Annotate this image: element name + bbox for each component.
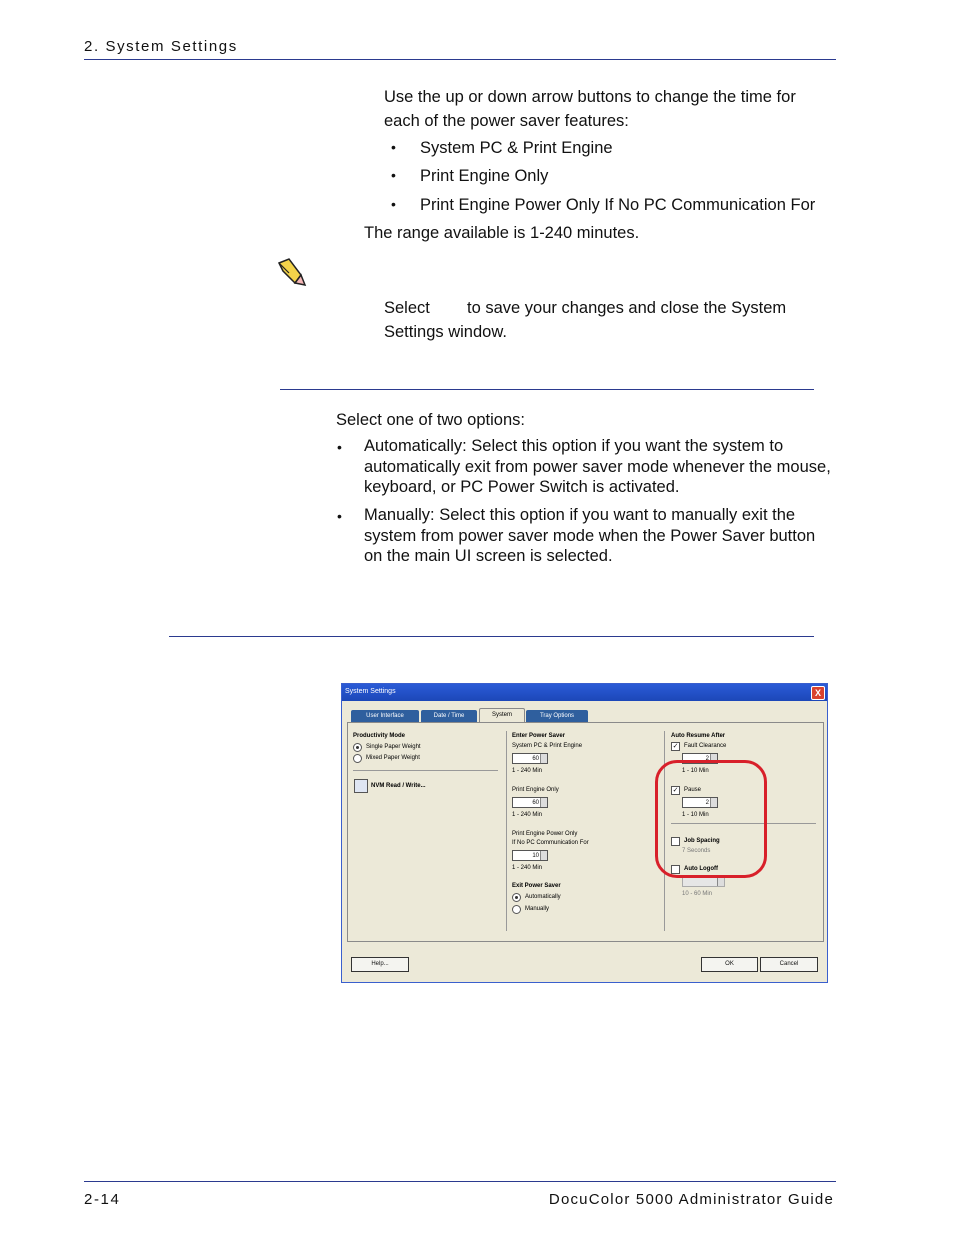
no-pc-communication-label: If No PC Communication For	[512, 840, 589, 846]
bullet-item: System PC & Print Engine	[420, 139, 613, 157]
footer-rule	[84, 1181, 836, 1182]
dialog-title: System Settings	[345, 688, 396, 695]
no-pc-communication-stepper[interactable]: 10	[512, 850, 548, 861]
bullet-marker: •	[391, 196, 396, 212]
header-rule	[84, 59, 836, 60]
exit-power-saver-heading: Exit Power Saver	[512, 883, 561, 889]
tab-tray-options[interactable]: Tray Options	[526, 710, 588, 722]
single-paper-weight-label: Single Paper Weight	[366, 744, 421, 750]
print-engine-only-range: 1 - 240 Min	[512, 812, 543, 818]
print-engine-only-label: Print Engine Only	[512, 787, 559, 793]
exit-manually-radio[interactable]	[512, 905, 521, 914]
section-rule	[169, 636, 814, 637]
close-button[interactable]: X	[811, 686, 825, 700]
print-engine-power-only-label: Print Engine Power Only	[512, 831, 578, 837]
tab-user-interface[interactable]: User Interface	[351, 710, 419, 722]
exit-manually-label: Manually	[525, 906, 550, 912]
fault-clearance-range: 1 - 10 Min	[682, 768, 709, 774]
section-rule	[280, 389, 814, 390]
bullet-item: Print Engine Power Only If No PC Communication For	[420, 196, 816, 214]
no-pc-communication-range: 1 - 240 Min	[512, 865, 543, 871]
select-rest: to save your changes and close the System	[467, 299, 787, 317]
divider	[506, 731, 507, 931]
mixed-paper-weight-radio[interactable]	[353, 754, 362, 763]
bullet-marker: •	[337, 508, 342, 524]
highlight-circle	[655, 760, 767, 878]
system-pc-engine-label: System PC & Print Engine	[512, 743, 583, 749]
range-note: The range available is 1-240 minutes.	[364, 224, 640, 242]
bullet-marker: •	[391, 167, 396, 183]
help-button[interactable]: Help...	[351, 957, 409, 972]
section-title: 2. System Settings	[84, 38, 238, 55]
ok-button[interactable]: OK	[701, 957, 758, 972]
enter-power-saver-heading: Enter Power Saver	[512, 733, 566, 739]
pause-stepper[interactable]: 2	[682, 797, 718, 808]
exit-automatically-radio[interactable]	[512, 893, 521, 902]
pause-checkbox[interactable]: ✓	[672, 787, 679, 794]
dialog-title-bar	[342, 684, 827, 701]
tab-system[interactable]: System	[479, 708, 525, 723]
bullet-marker: •	[391, 139, 396, 155]
bullet-item: Print Engine Only	[420, 167, 549, 185]
exit-automatically-label: Automatically	[525, 894, 561, 900]
auto-logoff-label: Auto Logoff	[684, 866, 718, 872]
auto-logoff-range: 10 - 60 Min	[682, 891, 713, 897]
option-manually-text: Manually: Select this option if you want to manually exit the system from power saver mode when the Power Saver button on the main UI screen is selected.	[364, 506, 816, 565]
select-rest-line2: Settings window.	[384, 323, 507, 341]
single-paper-weight-radio[interactable]	[353, 743, 362, 752]
fault-clearance-checkbox[interactable]: ✓	[672, 743, 679, 750]
options-intro: Select one of two options:	[336, 411, 525, 429]
divider	[353, 770, 498, 771]
fault-clearance-label: Fault Clearance	[684, 743, 727, 749]
job-spacing-value: 7 Seconds	[682, 848, 711, 854]
auto-resume-heading: Auto Resume After	[671, 733, 726, 739]
mixed-paper-weight-label: Mixed Paper Weight	[366, 755, 420, 761]
bullet-marker: •	[337, 439, 342, 455]
system-pc-engine-range: 1 - 240 Min	[512, 768, 543, 774]
job-spacing-label: Job Spacing	[684, 838, 720, 844]
tab-date-time[interactable]: Date / Time	[421, 710, 477, 722]
system-pc-engine-stepper[interactable]: 60	[512, 753, 548, 764]
nvm-read-write-button[interactable]: NVM Read / Write...	[371, 783, 426, 789]
fault-clearance-stepper[interactable]: 2	[682, 753, 718, 764]
select-word: Select	[384, 299, 430, 317]
pause-range: 1 - 10 Min	[682, 812, 709, 818]
intro-paragraph: Use the up or down arrow buttons to change the time for each of the power saver features:	[384, 88, 796, 130]
nvm-icon[interactable]	[354, 779, 368, 793]
pencil-note-icon	[275, 257, 307, 287]
system-settings-dialog	[341, 683, 828, 983]
cancel-button[interactable]: Cancel	[760, 957, 818, 972]
print-engine-only-stepper[interactable]: 60	[512, 797, 548, 808]
pause-label: Pause	[684, 787, 702, 793]
page-number: 2-14	[84, 1191, 121, 1208]
productivity-mode-heading: Productivity Mode	[353, 733, 406, 739]
system-tab-panel	[347, 722, 824, 942]
option-automatically-text: Automatically: Select this option if you want the system to automatically exit from power saver mode whenever the mouse, keyboard, or PC Power Switch is activated.	[364, 437, 831, 496]
guide-title: DocuColor 5000 Administrator Guide	[548, 1191, 834, 1208]
